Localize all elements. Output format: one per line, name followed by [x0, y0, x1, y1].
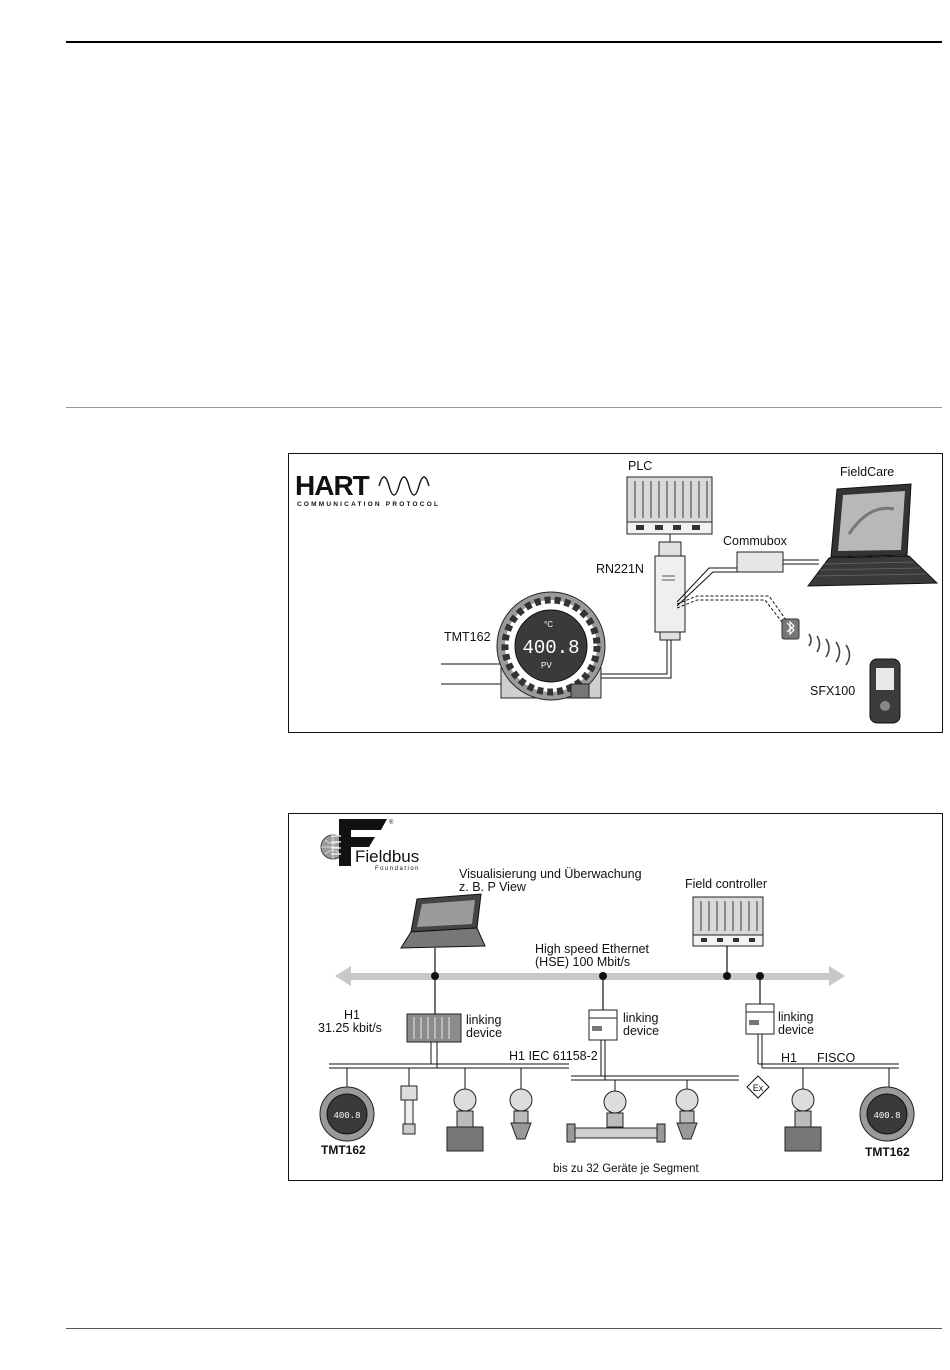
coriolis-flowmeter: [567, 1091, 665, 1142]
hart-logo: [295, 470, 440, 508]
fieldbus-logo-subtitle: Foundation: [375, 866, 421, 872]
h1-left-label-line2: 31.25 kbit/s: [318, 1021, 382, 1035]
footer-rule: [66, 1328, 942, 1329]
fieldbus-diagram: [289, 814, 942, 1180]
commubox-label: Commubox: [723, 534, 787, 548]
commubox-device: [737, 552, 783, 572]
rn221n-label: RN221N: [596, 562, 644, 576]
plc-label: PLC: [628, 459, 653, 473]
display-unit: °C: [544, 620, 553, 629]
header-rule: [66, 41, 942, 43]
section-divider: [66, 407, 942, 408]
tmt162-transmitter: [497, 592, 605, 700]
wireless-waves-icon: [809, 634, 850, 665]
fisco-label: FISCO: [817, 1051, 856, 1065]
pressure-transmitter-1: [510, 1089, 532, 1139]
linking-device-2: [589, 1010, 617, 1040]
sfx100-label: SFX100: [810, 684, 856, 698]
visualisation-label-line2: z. B. P View: [459, 880, 526, 894]
tmt162-label: TMT162: [444, 630, 491, 644]
tmt162-left-device: [320, 1087, 374, 1141]
tmt162-right-label: TMT162: [865, 1145, 910, 1159]
plc-device: [627, 477, 712, 534]
hart-logo-subtitle: COMMUNICATION PROTOCOL: [297, 501, 441, 508]
hart-bluetooth-link: [677, 596, 789, 626]
field-controller-device: [693, 897, 763, 946]
h1-iec-label: H1 IEC 61158-2: [509, 1049, 598, 1063]
fieldcare-label: FieldCare: [840, 465, 895, 479]
tmt162-left-label: TMT162: [321, 1143, 366, 1157]
fieldbus-figure: [288, 813, 943, 1181]
level-transmitter: [401, 1086, 417, 1134]
hse-bus: [335, 966, 845, 986]
display-mode: PV: [541, 661, 552, 670]
hart-diagram: [289, 454, 942, 732]
sfx100-handheld: [870, 659, 900, 723]
tmt162-right-device: [860, 1087, 914, 1141]
hse-label-line1: High speed Ethernet: [535, 942, 649, 956]
pressure-transmitter-2: [676, 1089, 698, 1139]
linking-device-3-label-line2: device: [778, 1023, 815, 1037]
linking-device-1: [407, 1014, 461, 1042]
hart-logo-word: HART: [295, 470, 369, 501]
ex-mark-label: Ex: [752, 1083, 764, 1093]
tmt162-right-display: 400.8: [873, 1111, 901, 1121]
h1-segments: [329, 1034, 899, 1092]
ex-hazard-icon: [747, 1076, 769, 1098]
h1-left-label-line1: H1: [344, 1008, 360, 1022]
segment-note: bis zu 32 Geräte je Segment: [553, 1163, 699, 1175]
fieldcare-laptop: [808, 484, 937, 586]
tmt162-left-display: 400.8: [333, 1111, 361, 1121]
rn221n-device: [655, 542, 685, 640]
fieldbus-logo-word: Fieldbus: [355, 847, 420, 866]
linking-device-2-label-line1: linking: [623, 1011, 659, 1025]
visualisation-laptop: [401, 894, 485, 948]
linking-device-1-label-line2: device: [466, 1026, 503, 1040]
linking-device-1-label-line1: linking: [466, 1013, 502, 1027]
hse-label-line2: (HSE) 100 Mbit/s: [535, 955, 631, 969]
fieldbus-logo: [321, 819, 420, 872]
flowmeter-1: [447, 1089, 483, 1151]
linking-device-2-label-line2: device: [623, 1024, 660, 1038]
hart-wave-icon: [379, 477, 429, 495]
fieldbus-logo-mark: ®: [389, 820, 394, 826]
visualisation-label-line1: Visualisierung und Überwachung: [459, 867, 642, 881]
h1-right-label: H1: [781, 1051, 797, 1065]
display-value: 400.8: [522, 637, 580, 659]
hart-figure: [288, 453, 943, 733]
flowmeter-2: [785, 1089, 821, 1151]
linking-device-3: [746, 1004, 774, 1034]
field-controller-label: Field controller: [685, 877, 767, 891]
linking-device-3-label-line1: linking: [778, 1010, 814, 1024]
